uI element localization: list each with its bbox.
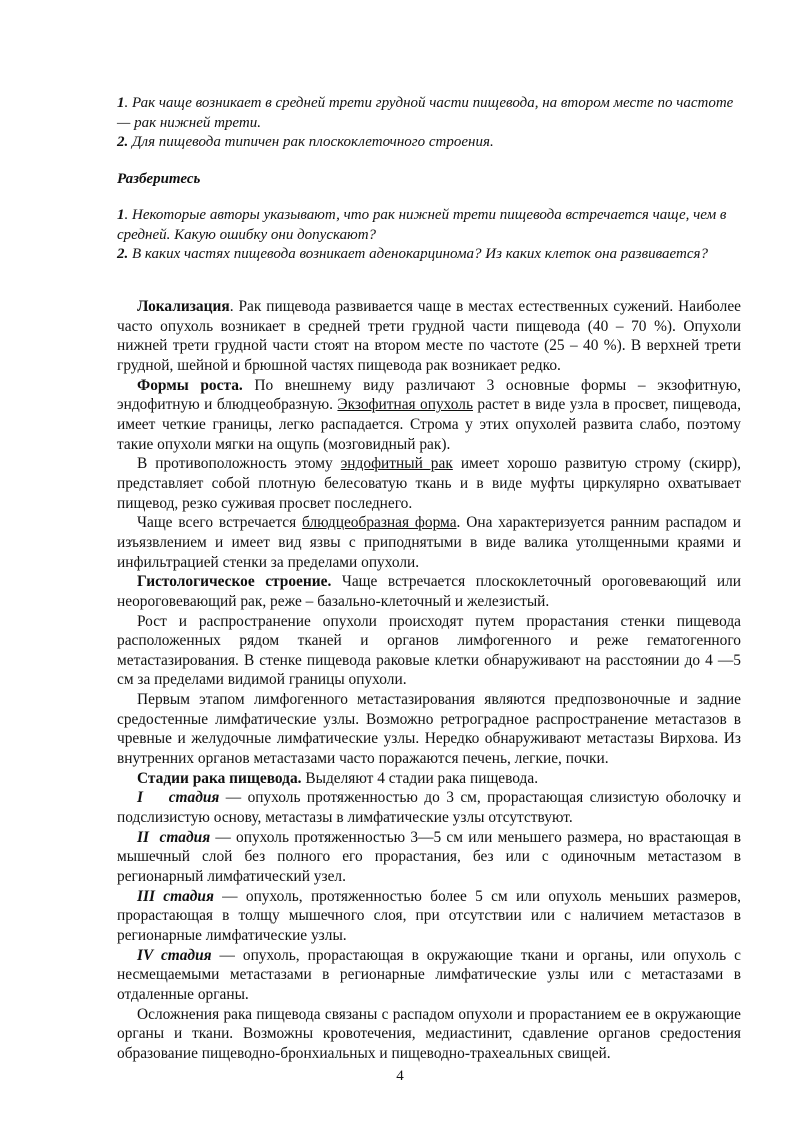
remember-list bbox=[117, 94, 741, 153]
main-text bbox=[117, 297, 741, 1064]
remember-item-2: 2. Для пищевода типичен рак плоскоклеточного строения. bbox=[117, 134, 494, 150]
paragraph-growth-forms: Формы роста. По внешнему виду различают 3 основные формы – экзофитную, эндофитную и блюдцеобразную. Экзофитная опухоль растет в виде узла в просвет, пищевода, имеет четкие границы, легко распадается. Строма у этих опухолей развита слабо, поэтому такие опухоли мягки на ощупь (мозговидный рак). bbox=[117, 376, 742, 453]
stage-item: III стадия — опухоль, протяженностью более 5 см или опухоль меньших размеров, прорастающая в толщу мышечного слоя, при отсутствии или с наличием метастазов в регионарные лимфатические узлы. bbox=[117, 887, 742, 944]
figure-out-item-2: 2. В каких частях пищевода возникает аденокарцинома? Из каких клеток она развивается? bbox=[117, 246, 708, 262]
paragraph-complications: Осложнения рака пищевода связаны с распадом опухоли и прорастанием ее в окружающие органы и ткани. Возможны кровотечения, медиастинит, сдавление органов средостения образование пищеводно-бронхиальных и пищеводно-трахеальных свищей. bbox=[117, 1005, 741, 1062]
paragraph-histology: Гистологическое строение. Чаще встречается плоскоклеточный ороговевающий или неороговевающий рак, реже – базально-клеточный и железистый. bbox=[117, 573, 741, 610]
paragraph-endophytic: В противоположность этому эндофитный рак имеет хорошо развитую строму (скирр), представляет собой плотную белесоватую ткань и в виде муфты циркулярно охватывает пищевод, резко суживая просвет последнего. bbox=[117, 455, 742, 512]
paragraph-saucer-form: Чаще всего встречается блюдцеобразная форма. Она характеризуется ранним распадом и изъязвлением и имеет вид язвы с приподнятыми в виде валика утолщенными краями и инфильтрацией стенки за пределами опухоли. bbox=[117, 514, 741, 571]
figure-out-list bbox=[117, 206, 741, 265]
stage-item: II стадия — опухоль протяженностью 3—5 см или меньшего размера, но врастающая в мышечный слой без полного его прорастания, без или с одиночным метастазом в регионарный лимфатический узел. bbox=[117, 828, 741, 886]
paragraph-spread: Рост и распространение опухоли происходят путем прорастания стенки пищевода расположенных рядом тканей и органов лимфогенного и реже гематогенного метастазирования. В стенке пищевода раковые клетки обнаруживают на расстоянии до 4 —5 см за пределами видимой границы опухоли. bbox=[117, 612, 741, 689]
figure-out-heading: Разберитесь bbox=[117, 171, 201, 187]
remember-item-1: 1. Рак чаще возникает в средней трети грудной части пищевода, на втором месте по частоте — рак нижней трети. bbox=[117, 95, 734, 131]
paragraph-lymph: Первым этапом лимфогенного метастазирования являются предпозвоночные и задние средостенные лимфатические узлы. Возможно ретроградное распространение метастазов в чревные и желудочные лимфатические узлы. Нередко обнаруживают метастазы Вирхова. Из внутренних органов метастазами часто поражаются печень, легкие, почки. bbox=[117, 691, 741, 768]
paragraph-localization: Локализация. Рак пищевода развивается чаще в местах естественных сужений. Наиболее часто опухоль возникает в средней трети грудной части пищевода (40 – 70 %). Опухоли нижней трети грудной части стоят на втором месте по частоте (25 – 40 %). В верхней трети грудной, шейной и брюшной частях пищевода рак возникает редко. bbox=[117, 298, 741, 374]
page-number: 4 bbox=[396, 1068, 404, 1084]
stage-item: I стадия — опухоль протяженностью до 3 см, прорастающая слизистую оболочку и подслизистую основу, метастазы в лимфатические узлы отсутствуют. bbox=[117, 789, 741, 827]
stage-item: IV стадия — опухоль, прорастающая в окружающие ткани и органы, или опухоль с несмещаемыми метастазами в регионарные лимфатические узлы или с метастазами в отдаленные органы. bbox=[117, 946, 741, 1003]
figure-out-item-1: 1. Некоторые авторы указывают, что рак нижней трети пищевода встречается чаще, чем в средней. Какую ошибку они допускают? bbox=[117, 207, 727, 243]
paragraph-stages: Стадии рака пищевода. Выделяют 4 стадии рака пищевода. bbox=[137, 769, 539, 787]
